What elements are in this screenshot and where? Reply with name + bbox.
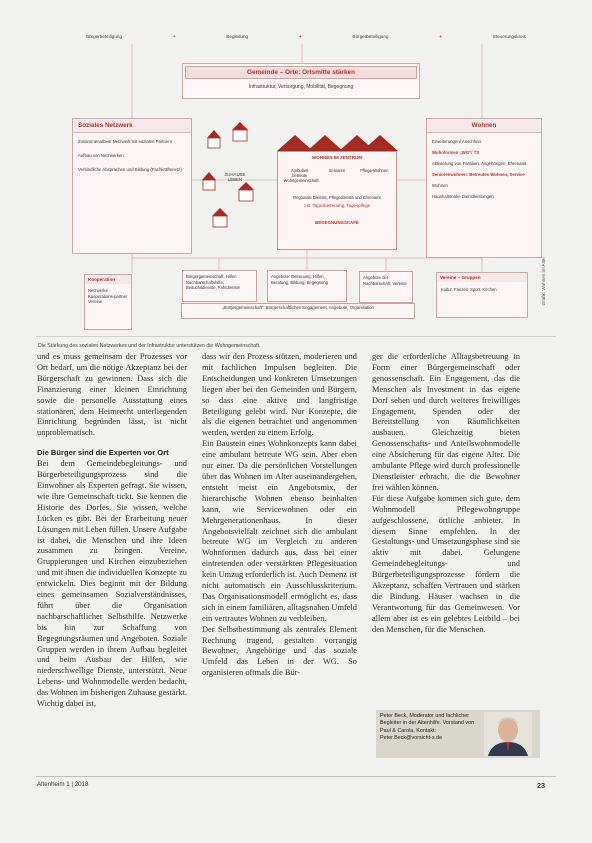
kw-body: Netzwerke Kooperations-partner Vereine xyxy=(88,288,128,304)
figure-caption: Die Stärkung des sozialen Netzwerkes und der Infrastruktur unterstützen die Wohngemeinschaft. xyxy=(38,343,261,349)
process-step: Bürgerbeteiligung xyxy=(352,34,389,39)
text-column-2 xyxy=(202,352,357,679)
process-step: Steuerungskreis xyxy=(492,34,526,39)
kooperation-box xyxy=(84,274,132,330)
gemeinde-subtitle: Infrastruktur, Versorgung, Mobilität, Begegnung xyxy=(248,84,354,90)
soz-item: Zusammenarbeit/ Netzwerk mit sozialen Partnern xyxy=(78,139,173,144)
soz-item: Verbindliche Absprachen und Bildung (Fachkräftenetz) xyxy=(78,167,182,172)
process-bar: Bürgerbeteiligung + Begleitung + Bürgerbeteiligung + Steuerungskreis xyxy=(86,34,526,44)
vg-body: Kultur, Freizeit, Sport, Kirchen xyxy=(441,287,497,292)
wohnen-zentrum-box xyxy=(277,151,397,250)
angebote-box-2: Angebote: Betreuung, Hilfen, Beratung, Bildung, Begegnung xyxy=(267,270,347,302)
mid-title: WOHNEN IM ZENTRUM xyxy=(312,155,362,160)
image-credit: Grafik: Wohnen im Alter xyxy=(541,257,546,306)
subheading: Die Bürger sind die Experten vor Ort xyxy=(37,448,169,458)
mid-red: z.B. Tagesbetreuung, Tagespflege xyxy=(303,203,371,208)
wohnen-box xyxy=(426,118,542,258)
paragraph: und es muss gemeinsam der Prozesses vor Ort bedarf, um die nötige Akzeptanz bei der Bürgerschaft zu gewinnen. Dass sich die Finanzierung einer kleinen Einrichtung sowie die personelle Ausstattung eines stationären, dem Heimrecht unterliegenden Einrichtung begründen lässt, ist nicht unproblematisch. xyxy=(37,352,187,438)
mid-col: Pflege-Wohnen xyxy=(360,168,389,173)
paragraph: Der Selbstbestimmung als zentrales Element Rechnung tragend, gestalten vorrangig Bewohner, Angehörige und das soziale Umfeld das Leben in der WG. So organisieren oftmals die Bür- xyxy=(202,624,357,678)
zuhause-label: ZUHAUSE LEBEN xyxy=(224,172,246,182)
buergergemeinschaft-box: „Bürgergemeinschaft“: Bürgerschaftliches Engagement, Angebote, Organisation xyxy=(181,303,415,319)
angebote-box-1: Bürgergemeinschaft, Hilfen Nachbarschaftshilfe, Besuchsdienste, Fahrdienste xyxy=(182,270,257,302)
footer-divider xyxy=(36,776,556,777)
gemeinde-box xyxy=(182,63,420,99)
wohnen-title: Wohnen xyxy=(427,119,541,133)
mid-text: Regionale Dienste, Pflegedienste und Ehrenamt xyxy=(293,195,381,200)
soziales-netzwerk-box xyxy=(72,118,192,254)
author-bio-box xyxy=(376,710,540,758)
portrait-icon xyxy=(484,712,532,756)
process-step: Bürgerbeteiligung xyxy=(86,34,123,39)
mid-col: Senioren xyxy=(328,168,346,173)
wohnen-item-red: Wohnformen „WG“/ TS xyxy=(432,150,480,155)
paragraph: Ein Baustein eines Wohnkonzepts kann dabei eine ambulant betreute WG sein. Aber eben nur einer. Da die persönlichen Vorstellungen über das Wohnen im Alter auseinandergehen, entsteht meist ein Angebotsmix, der hierarchische Wohnen ebenso beinhalten kann, wie Servicewohnen oder ein Mehrgenerationenhaus. In dieser Angebotsvielfalt zeichnet sich die ambulant betreute WG im Vergleich zu anderen Wohnformen dadurch aus, dass bei einer eintretenden oder verstärkten Pflegesituation kein Umzug erforderlich ist. Auch Demenz ist nicht automatisch ein Ausschlusskriterium. Das Organisationsmodell ermöglicht es, dass sich in einem familiären, alltagsnahen Umfeld ein vertrautes Wohnen zu verbleiben. xyxy=(202,439,357,623)
paragraph: Bei dem Gemeindebegleitungs- und Bürgerbeteiligungsprozess sind die Einwohner als Experten gefragt. Sie wissen, wie ihre Gemeinschaft tickt. Sie kennen die Historie des Dorfes. Sie wissen, welche Lücken es gibt. Bei der Erarbeitung neuer Lösungen mit Leben füllen. Unsere Aufgabe ist dabei, die Menschen und ihre Ideen zusammen zu bringen. Vereine, Gruppierungen und Kirchen einzubeziehen und mit ihnen die individuellen Konzepte zu entwickeln. Dies beginnt mit der Bildung eines gemeinsamen Sozialverständnisses, führt über die Organisation nachbarschaftlicher Selbsthilfe. Netzwerke bis hin zur Schaffung von Begegnungsräumen und Angeboten. Soziale Gruppen werden in ihrem Aufbau begleitet und beim Ausbau der Hilfen, wie niederschwellige Dienste, unterstützt. Neue Lebens- und Wohnmodelle werden bedacht, das Wohnen im bisherigen Zuhause gestärkt. Wichtig dabei ist, xyxy=(37,459,187,709)
soz-title: Soziales Netzwerk xyxy=(73,119,191,133)
wohnen-item: Haushaltsnahe Dienstleistungen xyxy=(432,194,494,199)
author-bio-text: Peter Beck, Moderator und fachlicher Begleiter in der Altenhilfe. Vorstand von Paul & Carola, Kontakt: Peter.Beck@vorsicht-s.de xyxy=(380,713,475,742)
wohnen-item: Wohnen xyxy=(432,183,448,188)
paragraph: ger die erforderliche Alltagsbetreuung in Form einer Bürgergemeinschaft oder genossenschaft. Ein Engagement, das die Menschen als Investment in das eigene Dorf sehen und durch weiteres freiwilliges Engagement, Spenden oder der Bereitstellung von Räumlichkeiten ausbauen. Gleichzeitig bieten Genossenschafts- und Anteilswohnmodelle eine Absicherung für das eigene Alter. Die ambulante Pflege wird durch professionelle Dienstleister erbracht, die die Bewohner frei wählen können. xyxy=(372,352,520,492)
process-step: Begleitung xyxy=(226,34,249,39)
vereine-box xyxy=(436,272,528,318)
mid-bottom: BEGEGNUNGSCAFÉ xyxy=(315,220,359,225)
paragraph: dass wir den Prozess stützen, moderieren und mit fachlichen Impulsen begleiten. Die Entscheidungen und konkreten Umsetzungen liegen aber bei den Gemeinden und Bürgern, so dass eine aktive und langfristige Beteiligung gelebt wird. Nur Konzepte, die als die eigenen betrachtet und angenommen werden, werden zu einem Erfolg. xyxy=(202,352,357,438)
wohnen-item: Erweiterungen/ Anschluss xyxy=(432,139,482,144)
vg-title: Vereine – Gruppen xyxy=(437,273,527,282)
wohnen-item: Aktivierung von Familien, Angehörigen, Ehrenamt xyxy=(432,161,527,166)
kw-title: Kooperation xyxy=(85,275,131,284)
paragraph: Für diese Aufgabe kommen sich gute, dem Wohnmodell Pflegewohngruppe aufgeschlossene, örtliche anbieter. In diesem Sinne empfehlen. In der Gestaltungs- und Umsetzungsphase sind sie aktiv mit dabei. Gelungene Gemeindebegleitungs- und Bürgerbeteiligungsprozesse fördern die Akzeptanz, schaffen Vertrauen und stärken die Bindung. Häuser wachsen in die Verantwortung für das Gemeinwesen. Vor allem aber ist es ein gelebtes Leitbild – bei den Menschen, für die Menschen. xyxy=(372,493,520,634)
text-column-3 xyxy=(372,352,520,636)
page-number: 23 xyxy=(537,781,545,790)
text-column-1 xyxy=(37,352,187,710)
soz-item: Aufbau von Netzwerken xyxy=(78,153,124,158)
network-diagram xyxy=(62,30,548,335)
gemeinde-title: Gemeinde – Orte: Ortsmitte stärken xyxy=(185,66,417,79)
wohnen-item: Seniorenwohnen: Betreutes Wohnen, Service xyxy=(432,172,525,177)
author-photo xyxy=(484,712,532,756)
mid-col: Ambulant betreute Wohngemeinschaft xyxy=(283,168,319,183)
angebote-box-3: Angebote der Nachbarschaft, Vereine xyxy=(359,271,413,303)
footer-publication: Altenheim 1 | 2018 xyxy=(37,781,89,788)
divider xyxy=(36,336,556,337)
